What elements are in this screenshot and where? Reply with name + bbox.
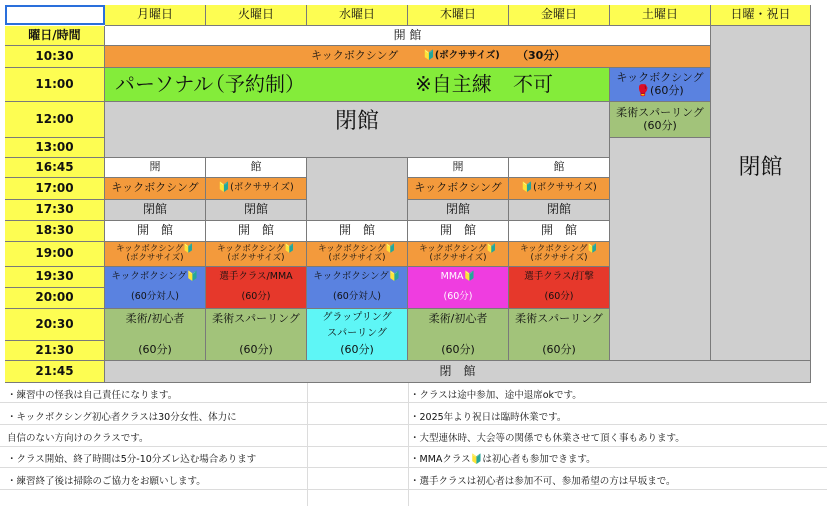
thu-open-1830[interactable]: 開 館 — [408, 221, 509, 242]
fri-kb-1900-sub: (ボクササイズ) — [530, 253, 588, 263]
note-left-2: ・キックボクシング初心者クラスは30分女性、体力に — [7, 412, 237, 423]
mon-2030-label: 柔術/初心者 — [125, 312, 185, 325]
midday-closed-cell[interactable] — [105, 102, 610, 158]
time-2000[interactable]: 20:00 — [5, 288, 105, 309]
notes-gridline — [0, 402, 827, 403]
fri-kb-1900-label: キックボクシング🔰 — [519, 243, 599, 254]
note-right-3: ・大型連休時、大会等の関係でも休業させて頂く事もあります。 — [410, 433, 685, 444]
header-sunday-holiday[interactable]: 日曜・祝日 — [711, 5, 811, 26]
fri-2030-duration: (60分) — [542, 343, 576, 357]
note-right-1: ・クラスは途中参加、途中退席okです。 — [410, 390, 582, 401]
notes-gridline — [307, 383, 308, 506]
duration-1030-label: （30分） — [517, 49, 566, 63]
saturday-bjj-label: 柔術スパーリング — [616, 105, 704, 119]
tue-open-1645[interactable]: 館 — [206, 158, 307, 178]
time-2145[interactable]: 21:45 — [5, 361, 105, 383]
closing-banner[interactable]: 閉 館 — [105, 361, 811, 383]
tue-kickboxing-1900[interactable] — [206, 242, 307, 267]
mon-1930-duration: (60分対人) — [130, 291, 179, 303]
personal-label: パーソナル — [115, 72, 214, 96]
thu-1930-label: MMA🔰 — [440, 270, 476, 282]
note-left-5: ・練習終了後は掃除のご協力をお願いします。 — [7, 476, 206, 487]
wed-closed-afternoon[interactable] — [307, 158, 408, 221]
fri-class-1930[interactable] — [509, 267, 610, 309]
time-2030[interactable]: 20:30 — [5, 309, 105, 341]
thu-1930-duration: (60分) — [443, 291, 473, 303]
wed-kb-1900-label: キックボクシング🔰 — [317, 243, 397, 254]
thu-2030-label: 柔術/初心者 — [428, 312, 488, 325]
time-1730[interactable]: 17:30 — [5, 200, 105, 221]
tue-1930-label: 選手クラス/MMA — [219, 270, 293, 282]
tue-1930-duration: (60分) — [241, 291, 271, 303]
midday-closed-label: 閉館 — [334, 108, 379, 134]
sunday-closed-cell[interactable] — [711, 26, 811, 361]
header-thursday[interactable]: 木曜日 — [408, 5, 509, 26]
note-right-4: ・MMAクラス🔰は初心者も参加できます。 — [410, 454, 596, 465]
thu-class-2030[interactable] — [408, 309, 509, 361]
wed-kickboxing-1900[interactable] — [307, 242, 408, 267]
no-self-practice-label: ※自主練 — [415, 72, 492, 96]
tue-kb-1900-sub: (ボクササイズ) — [227, 253, 285, 263]
kickboxing-1030-label: キックボクシング — [311, 49, 399, 63]
wed-kb-1900-sub: (ボクササイズ) — [328, 253, 386, 263]
note-right-2: ・2025年より祝日は臨時休業です。 — [410, 412, 567, 423]
personal-session-cell[interactable] — [105, 68, 610, 102]
saturday-kickboxing-cell[interactable] — [610, 68, 711, 102]
mon-class-1930[interactable] — [105, 267, 206, 309]
notes-gridline — [408, 383, 409, 506]
mon-kb-1900-label: キックボクシング🔰 — [115, 243, 195, 254]
wed-2030-label-2: スパーリング — [327, 328, 387, 340]
time-1900[interactable]: 19:00 — [5, 242, 105, 267]
fri-class-2030[interactable] — [509, 309, 610, 361]
wed-2030-label: グラップリング — [322, 312, 392, 323]
notes-gridline — [0, 467, 827, 468]
time-1200[interactable]: 12:00 — [5, 102, 105, 138]
mon-1930-label: キックボクシング🔰 — [111, 270, 199, 282]
time-1830[interactable]: 18:30 — [5, 221, 105, 242]
kickboxing-1030-cell[interactable] — [105, 46, 711, 68]
boxercise-1030-label: 🔰(ボクササイズ) — [423, 50, 500, 62]
thu-kickboxing-1700[interactable]: キックボクシング — [408, 178, 509, 200]
not-allowed-label: 不可 — [513, 72, 553, 96]
mon-closed-1730[interactable]: 閉館 — [105, 200, 206, 221]
tue-closed-1730[interactable]: 閉館 — [206, 200, 307, 221]
sunday-closed-label: 閉館 — [738, 155, 783, 181]
saturday-kickboxing-label: キックボクシング — [616, 70, 704, 84]
time-1930[interactable]: 19:30 — [5, 267, 105, 288]
fri-open-1645[interactable]: 館 — [509, 158, 610, 178]
mon-open-1830[interactable]: 開 館 — [105, 221, 206, 242]
fri-boxercise-1700[interactable]: 🔰(ボクササイズ) — [509, 178, 610, 200]
tue-boxercise-1700[interactable]: 🔰(ボクササイズ) — [206, 178, 307, 200]
tue-2030-label: 柔術スパーリング — [212, 312, 300, 325]
thu-closed-1730[interactable]: 閉館 — [408, 200, 509, 221]
notes-gridline — [0, 489, 827, 490]
fri-open-1830[interactable]: 開 館 — [509, 221, 610, 242]
note-left-1: ・練習中の怪我は自己責任になります。 — [7, 390, 178, 401]
corner-label[interactable]: 曜日/時間 — [5, 26, 105, 46]
fri-1930-duration: (60分) — [544, 291, 574, 303]
header-tuesday[interactable]: 火曜日 — [206, 5, 307, 26]
wed-1930-duration: (60分対人) — [332, 291, 381, 303]
saturday-afternoon-cell[interactable] — [610, 138, 711, 361]
note-left-3: 自信のない方向けのクラスです。 — [7, 433, 149, 444]
mon-kickboxing-1700[interactable]: キックボクシング — [105, 178, 206, 200]
wed-2030-duration: (60分) — [340, 343, 374, 357]
wed-class-1930[interactable] — [307, 267, 408, 309]
reservation-label: （予約制） — [205, 72, 305, 96]
time-1100[interactable]: 11:00 — [5, 68, 105, 102]
tue-class-1930[interactable] — [206, 267, 307, 309]
thu-2030-duration: (60分) — [441, 343, 475, 357]
tue-kb-1900-label: キックボクシング🔰 — [216, 243, 296, 254]
note-left-4: ・クラス開始、終了時間は5分-10分ズレ込む場合あります — [7, 454, 257, 465]
header-monday[interactable]: 月曜日 — [105, 5, 206, 26]
thu-kickboxing-1900[interactable] — [408, 242, 509, 267]
time-2130[interactable]: 21:30 — [5, 341, 105, 361]
selected-cell[interactable] — [5, 5, 105, 25]
wed-class-2030[interactable] — [307, 309, 408, 361]
header-friday[interactable]: 金曜日 — [509, 5, 610, 26]
tue-class-2030[interactable] — [206, 309, 307, 361]
saturday-bjj-duration: (60分) — [643, 118, 677, 132]
saturday-bjj-cell[interactable] — [610, 102, 711, 138]
fri-kickboxing-1900[interactable] — [509, 242, 610, 267]
fri-1930-label: 選手クラス/打撃 — [524, 270, 594, 282]
time-1300[interactable]: 13:00 — [5, 138, 105, 158]
thu-kb-1900-label: キックボクシング🔰 — [418, 243, 498, 254]
time-1700[interactable]: 17:00 — [5, 178, 105, 200]
wed-open-1830[interactable]: 開 館 — [307, 221, 408, 242]
mon-class-2030[interactable] — [105, 309, 206, 361]
saturday-kickboxing-duration: 🥊(60分) — [636, 83, 684, 97]
time-1645[interactable]: 16:45 — [5, 158, 105, 178]
header-wednesday[interactable]: 水曜日 — [307, 5, 408, 26]
mon-kb-1900-sub: (ボクササイズ) — [126, 253, 184, 263]
mon-2030-duration: (60分) — [138, 343, 172, 357]
thu-class-1930[interactable] — [408, 267, 509, 309]
fri-2030-label: 柔術スパーリング — [515, 312, 603, 325]
wed-1930-label: キックボクシング🔰 — [313, 270, 401, 282]
fri-closed-1730[interactable]: 閉館 — [509, 200, 610, 221]
notes-gridline — [0, 446, 827, 447]
tue-open-1830[interactable]: 開 館 — [206, 221, 307, 242]
mon-kickboxing-1900[interactable] — [105, 242, 206, 267]
thu-open-1645[interactable]: 開 — [408, 158, 509, 178]
header-saturday[interactable]: 土曜日 — [610, 5, 711, 26]
time-1030[interactable]: 10:30 — [5, 46, 105, 68]
open-banner[interactable]: 開 館 — [105, 26, 711, 46]
mon-open-1645[interactable]: 開 — [105, 158, 206, 178]
notes-gridline — [0, 424, 827, 425]
note-right-5: ・選手クラスは初心者は参加不可、参加希望の方は早坂まで。 — [410, 476, 676, 487]
tue-2030-duration: (60分) — [239, 343, 273, 357]
thu-kb-1900-sub: (ボクササイズ) — [429, 253, 487, 263]
